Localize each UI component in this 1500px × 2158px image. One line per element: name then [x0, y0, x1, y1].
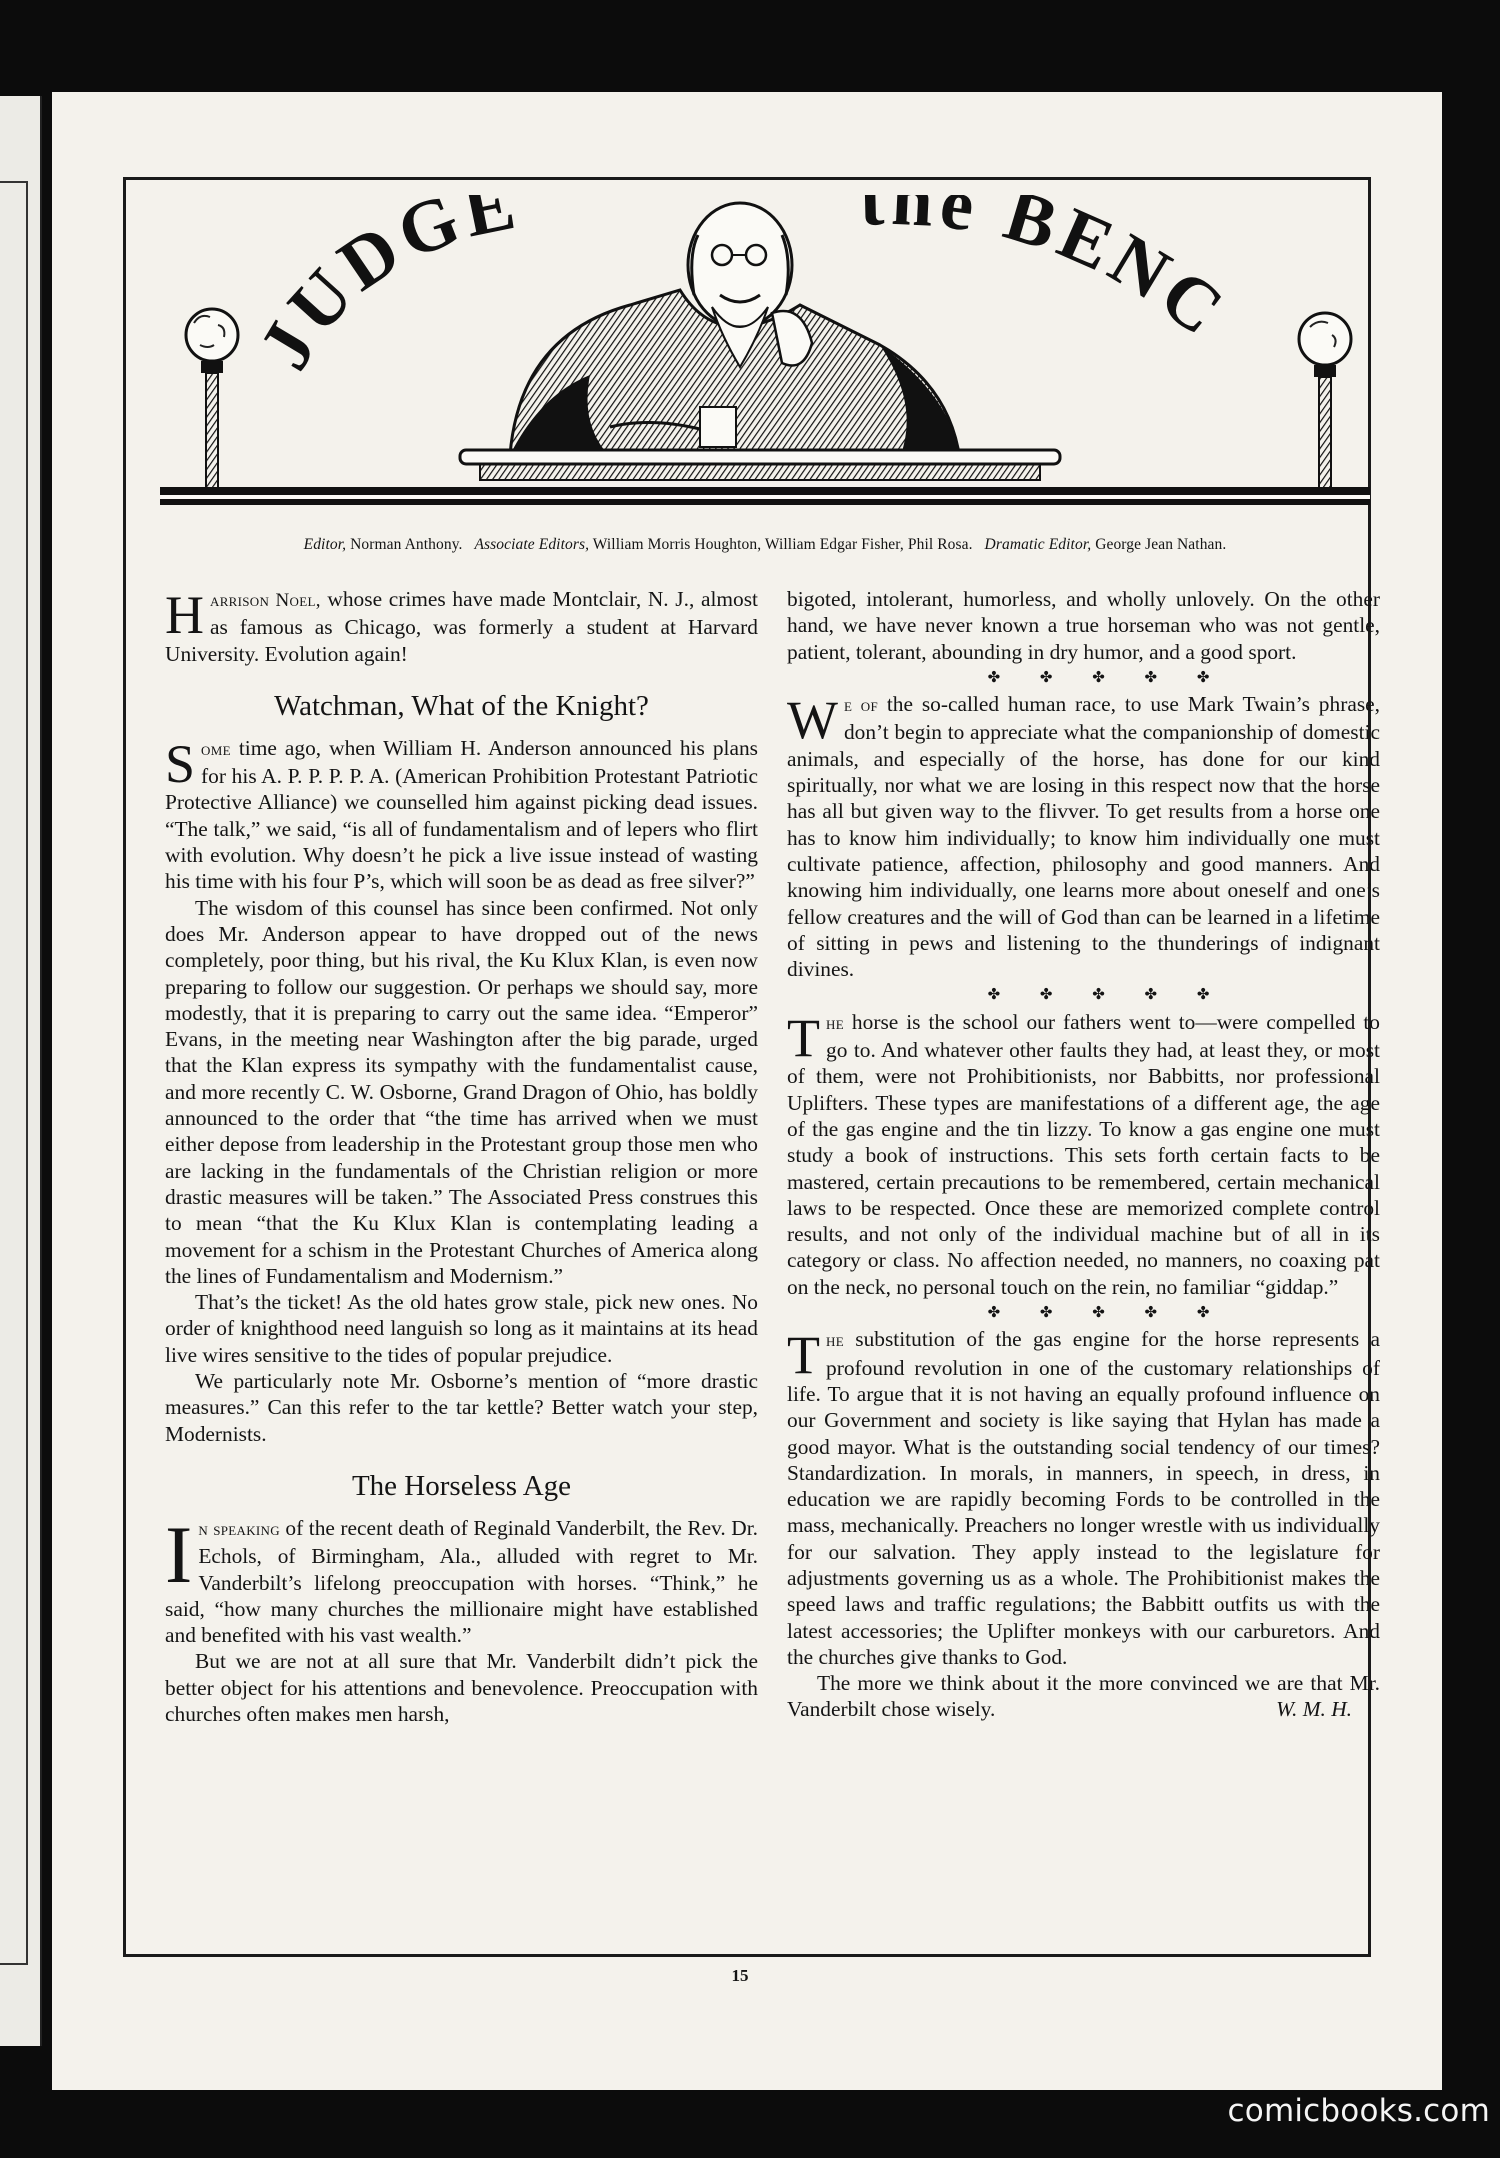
associate-editors-names: William Morris Houghton, William Edgar Fisher, Phil Rosa.: [592, 536, 973, 553]
drop-cap: H: [165, 585, 204, 645]
section-heading-watchman: Watchman, What of the Knight?: [274, 689, 649, 722]
paragraph: [165, 1508, 758, 1648]
left-column: [165, 586, 758, 1727]
site-watermark: comicbooks.com: [1227, 2093, 1490, 2129]
drop-cap: I: [165, 1508, 193, 1600]
right-column: [787, 586, 1380, 1723]
paragraph: That’s the ticket! As the old hates grow stale, pick new ones. No order of knighthood need languish so long as it maintains at its head live wires sensitive to the tides of popular prejudice.: [165, 1290, 758, 1367]
masthead: [160, 195, 1370, 540]
small-caps-lead: arrison Noel,: [210, 590, 321, 611]
small-caps-lead: n speaking: [198, 1518, 280, 1540]
paragraph: [787, 691, 1380, 982]
judge-illustration: [510, 203, 960, 460]
dramatic-editor-name: George Jean Nathan.: [1095, 536, 1227, 553]
right-lamp-illustration: [1299, 313, 1351, 503]
paragraph-text: horse is the school our fathers went to—were compelled to go to. And whatever other faults they had, at least they, or most of them, were not Prohibitionists, nor Babbitts, nor professional Uplifters. These types are manifestations of a different age, the age of the gas engine and the tin lizzy. To know a gas engine one must study a book of instructions. This sets forth certain facts to be mastered, certain precautions to be remembered, certain mechanical laws to be respected. Once these are memorized complete control results, and not only of the individual machine but of all in its category or class. No affection needed, no manners, no coaxing pat on the neck, no personal touch on the rein, no familiar “giddap.”: [787, 1009, 1380, 1299]
page-number: 15: [731, 1966, 749, 1985]
section-divider: ✤ ✤ ✤ ✤ ✤: [987, 987, 1228, 1004]
paragraph-text: time ago, when William H. Anderson announced his plans for his A. P. P. P. P. A. (American Prohibition Protestant Patriotic Protective Alliance) we counselled him against picking dead issues. “The talk,” we said, “is all of fundamentalism and of lepers who flirt with evolution. Why doesn’t he pick a live issue instead of wasting his time with his four P’s, which will soon be as dead as free silver?”: [165, 735, 758, 894]
left-lamp-illustration: [186, 309, 238, 501]
small-caps-lead: he: [826, 1012, 844, 1034]
editor-name: Norman Anthony.: [350, 536, 463, 553]
section-divider: ✤ ✤ ✤ ✤ ✤: [987, 669, 1228, 686]
small-caps-lead: he: [826, 1330, 844, 1352]
paragraph: [165, 735, 758, 895]
dramatic-editor-role: Dramatic Editor,: [984, 536, 1092, 553]
section-heading-horseless-age: The Horseless Age: [351, 1469, 572, 1502]
paragraph: The wisdom of this counsel has since been confirmed. Not only does Mr. Anderson appear to have dropped out of the news completely, poor thing, but his rival, the Ku Klux Klan, is even now preparing to follow our suggestion. Or perhaps we should say, more modestly, that it is preparing to carry out the same idea. “Emperor” Evans, in the meeting near Washington after the big parade, urged that the Klan express its sympathy with the fundamentalist cause, and more recently C. W. Osborne, Grand Dragon of Ohio, has boldly announced to the order that “the time has arrived when we must either depose from leadership in the Protestant group those men who are lacking in the fundamentals of the Christian religion or more drastic measures will be taken.” The Associated Press construes this to mean “that the Ku Klux Klan is contemplating leading a movement for a schism in the Protestant Churches of America along the lines of Fundamentalism and Modernism.”: [165, 895, 758, 1288]
paragraph-text: whose crimes have made Montclair, N. J., almost as famous as Chicago, was formerly a student at Harvard University. Evolution again!: [165, 587, 758, 666]
small-caps-lead: ome: [201, 738, 231, 760]
paragraph: [787, 1009, 1380, 1300]
staff-credits: [160, 536, 1370, 554]
paragraph: [787, 1326, 1380, 1670]
paragraph-text: of the recent death of Reginald Vanderbilt, the Rev. Dr. Echols, of Birmingham, Ala., alluded with regret to Mr. Vanderbilt’s lifelong preoccupation with horses. “Think,” he said, “how many churches the millionaire might have established and benefited with his vast wealth.”: [165, 1515, 758, 1648]
paragraph-text: substitution of the gas engine for the horse represents a profound revolution in one of the customary relationships of life. To argue that it is not having an equally profound influence on our Government and society is like saying that Hylan has made a good mayor. What is the outstanding social tendency of our times? Standardization. In morals, in manners, in speech, in dress, in education we are rapidly becoming Fords to be controlled in the mass, mechanically. Preachers no longer wrestle with us individually for our salvation. They apply instead to the legislature for adjustments governing us as a whole. The Prohibitionist makes the speed laws and traffic regulations; the Babbitt outfits us with the latest accessories; the Uplifter monkeys with our carburetors. And the churches give thanks to God.: [787, 1327, 1380, 1669]
associate-editors-role: Associate Editors,: [474, 536, 590, 553]
bench-illustration: [160, 450, 1370, 505]
author-signature: W. M. H.: [1276, 1697, 1352, 1722]
paragraph: [787, 1670, 1380, 1723]
masthead-title-left: JUDGE: [243, 195, 528, 384]
drop-cap: T: [787, 1325, 820, 1386]
drop-cap: T: [787, 1007, 820, 1068]
small-caps-lead: e of: [843, 695, 878, 717]
paragraph-text: The more we think about it the more convinced we are that Mr. Vanderbilt chose wisely.: [787, 1671, 1380, 1722]
paragraph-continued: bigoted, intolerant, humorless, and wholly unlovely. On the other hand, we have never known a true horseman who was not gentle, patient, tolerant, abounding in dry humor, and a good sport.: [787, 587, 1380, 664]
drop-cap: S: [165, 733, 196, 794]
masthead-title-right: the BENC: [858, 195, 1243, 355]
paragraph-text: the so-called human race, to use Mark Twain’s phrase, don’t begin to appreciate what the companionship of domestic animals, and especially of the horse, has done for our kind spiritually, nor what we are losing in this respect now that the horse has all but given way to the flivver. To get results from a horse one has to know him individually; to know him individually one must cultivate patience, affection, philosophy and good manners. And knowing him individually, one learns more about oneself and one’s fellow creatures and the will of God than can be learned in a lifetime of sitting in pews and listening to the thunderings of indignant divines.: [787, 692, 1380, 982]
drop-cap: W: [787, 690, 838, 751]
intro-paragraph: [165, 586, 758, 667]
facing-page-edge: [0, 96, 42, 2046]
editor-role: Editor,: [303, 536, 347, 553]
section-divider: ✤ ✤ ✤ ✤ ✤: [987, 1305, 1228, 1322]
paragraph: But we are not at all sure that Mr. Vanderbilt didn’t pick the better object for his attentions and benevolence. Preoccupation with churches often makes men harsh,: [165, 1649, 758, 1726]
paragraph: We particularly note Mr. Osborne’s mention of “more drastic measures.” Can this refer to the tar kettle? Better watch your step, Modernists.: [165, 1369, 758, 1446]
